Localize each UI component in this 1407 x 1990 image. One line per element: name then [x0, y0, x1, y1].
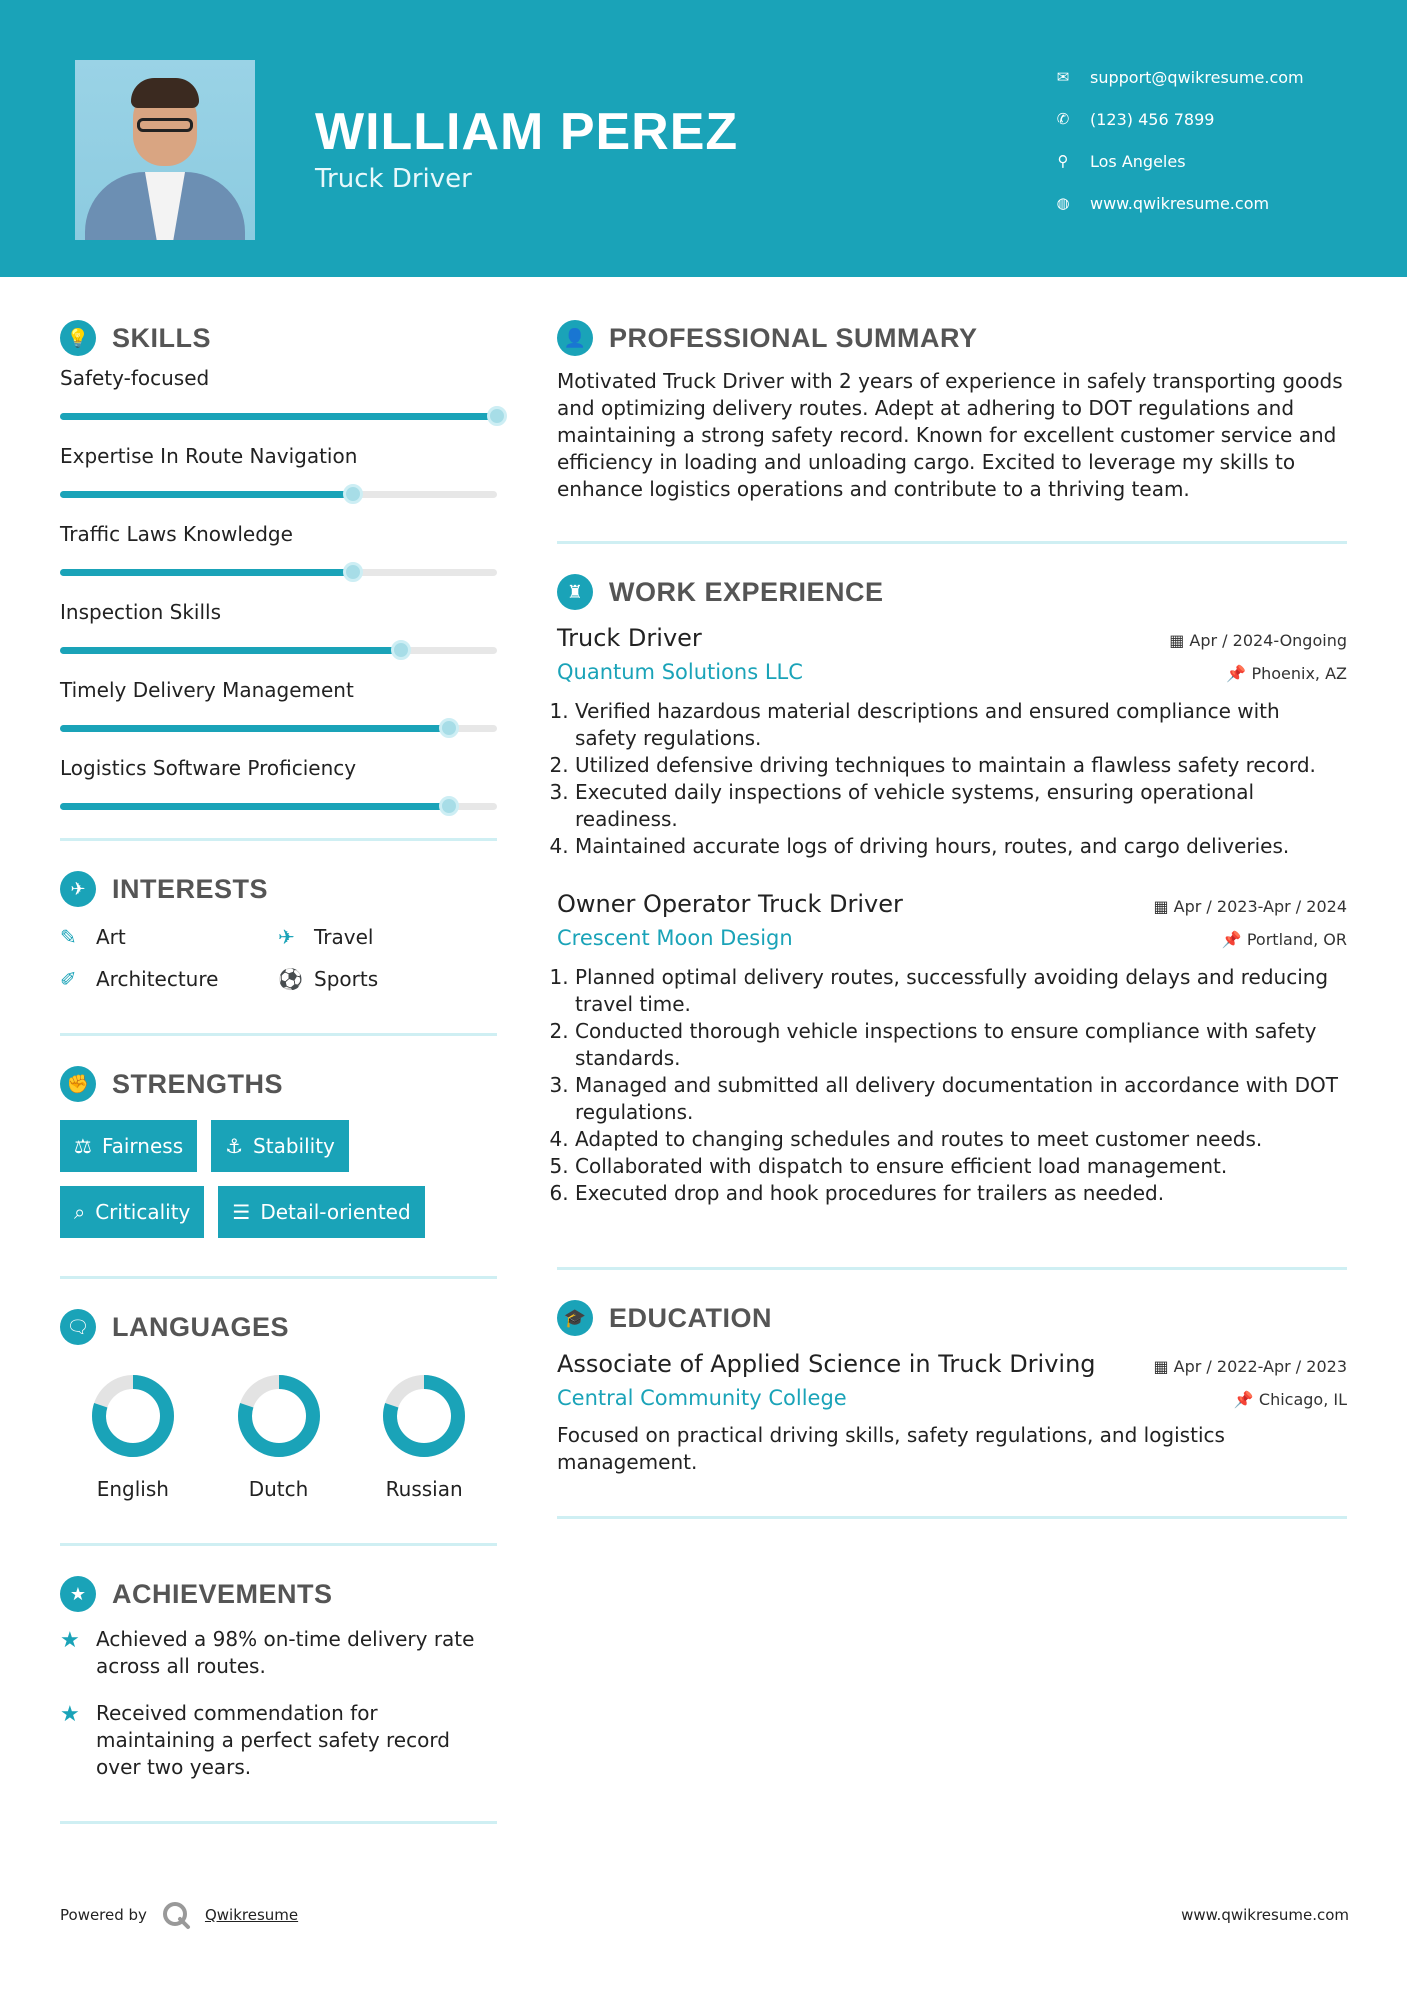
skill-bar-knob [343, 562, 363, 582]
interests-section [60, 871, 497, 991]
list-item: 3. Managed and submitted all delivery documentation in accordance with DOT regulations. [575, 1072, 1347, 1126]
strengths-list [60, 1120, 497, 1238]
skill-bar-fill [60, 647, 401, 654]
list-item: 4. Maintained accurate logs of driving hours, routes, and cargo deliveries. [575, 833, 1347, 860]
job-entry [557, 890, 1347, 1207]
skill-item [60, 444, 497, 504]
lightbulb-icon: 💡 [60, 320, 96, 356]
list-item: 1. Verified hazardous material descriptions and ensured compliance with safety regulations. [575, 698, 1347, 752]
job-bullets [557, 964, 1347, 1207]
interest-item: ✎ Art [60, 925, 126, 949]
skill-label: Inspection Skills [60, 600, 222, 624]
skills-section [60, 320, 497, 816]
interests-heading: INTERESTS [112, 873, 269, 904]
interests-list [60, 925, 497, 991]
job-date: Apr / 2024-Ongoing [1189, 631, 1347, 650]
achievement-item: ★ Received commendation for maintaining a perfect safety record over two years. [60, 1701, 450, 1779]
list-item: 4. Adapted to changing schedules and routes to meet customer needs. [575, 1126, 1347, 1153]
experience-section [557, 574, 1347, 1207]
contact-phone[interactable]: ✆ (123) 456 7899 [1054, 98, 1384, 140]
skill-bar-fill [60, 803, 449, 810]
right-column [557, 320, 1347, 1519]
phone-icon: ✆ [1056, 110, 1070, 128]
skill-bar [60, 484, 497, 504]
language-donut [381, 1373, 467, 1459]
strengths-heading: STRENGTHS [112, 1068, 284, 1099]
skill-bar-fill [60, 491, 353, 498]
candidate-name: WILLIAM PEREZ [315, 103, 739, 161]
strength-tag: ⚓ Stability [211, 1120, 349, 1172]
languages-section [60, 1309, 497, 1501]
language-donut [236, 1373, 322, 1459]
job-bullets [557, 698, 1347, 860]
language-item [206, 1373, 352, 1501]
skill-label: Expertise In Route Navigation [60, 444, 358, 468]
skill-bar-fill [60, 725, 449, 732]
list-item: 5. Collaborated with dispatch to ensure efficient load management. [575, 1153, 1347, 1180]
list-item: 1. Planned optimal delivery routes, successfully avoiding delays and reducing travel time. [575, 964, 1347, 1018]
skills-heading: SKILLS [112, 322, 212, 353]
languages-list [60, 1373, 497, 1501]
divider [557, 1516, 1347, 1519]
skill-label: Traffic Laws Knowledge [60, 522, 293, 546]
left-column [60, 320, 497, 1824]
divider [60, 838, 497, 841]
calendar-icon: ▦ [1153, 1357, 1174, 1376]
calendar-icon: ▦ [1153, 897, 1174, 916]
globe-icon: ◍ [1056, 194, 1070, 212]
divider [60, 1276, 497, 1279]
fist-icon: ✊ [60, 1066, 96, 1102]
skill-label: Timely Delivery Management [60, 678, 354, 702]
summary-heading: PROFESSIONAL SUMMARY [609, 322, 978, 353]
contact-info [1054, 56, 1384, 224]
graduate-icon: 🎓 [557, 1300, 593, 1336]
skill-item [60, 600, 497, 660]
job-title: Owner Operator Truck Driver [557, 890, 903, 918]
divider [60, 1543, 497, 1546]
skill-label: Safety-focused [60, 366, 210, 390]
candidate-title: Truck Driver [315, 164, 472, 194]
education-location: Chicago, IL [1258, 1390, 1347, 1409]
skill-bar-knob [439, 718, 459, 738]
skill-bar [60, 406, 497, 426]
ruler-icon: ✐ [60, 967, 77, 991]
strengths-section [60, 1066, 497, 1238]
skill-item [60, 522, 497, 582]
company-name: Quantum Solutions LLC [557, 660, 803, 684]
language-label: Russian [385, 1477, 463, 1501]
shooting-star-icon: ★ [60, 1628, 80, 1653]
profile-photo [75, 60, 255, 240]
qwikresume-logo-icon [161, 1900, 191, 1930]
divider [60, 1821, 497, 1824]
achievement-item: ★ Achieved a 98% on-time delivery rate across all routes. [60, 1627, 475, 1678]
education-description: Focused on practical driving skills, safety regulations, and logistics management. [557, 1423, 1225, 1474]
education-heading: EDUCATION [609, 1302, 772, 1333]
divider [557, 1267, 1347, 1270]
skill-bar [60, 718, 497, 738]
skill-bar [60, 562, 497, 582]
contact-website[interactable]: ◍ www.qwikresume.com [1054, 182, 1384, 224]
language-donut [90, 1373, 176, 1459]
skill-bar [60, 640, 497, 660]
skill-bar-fill [60, 413, 497, 420]
resume-header [0, 0, 1407, 277]
paintbrush-icon: ✎ [60, 925, 77, 949]
footer-powered-by: Powered by Qwikresume [60, 1900, 298, 1930]
job-location: Phoenix, AZ [1251, 664, 1347, 683]
divider [557, 541, 1347, 544]
footer-website[interactable]: www.qwikresume.com [1181, 1906, 1349, 1924]
summary-section [557, 320, 1347, 503]
company-name: Crescent Moon Design [557, 926, 793, 950]
skill-bar-knob [343, 484, 363, 504]
interest-item: ⚽ Sports [278, 967, 379, 991]
strength-tag: ☰ Detail-oriented [218, 1186, 424, 1238]
map-pin-icon: ⚲ [1057, 152, 1069, 170]
language-label: Dutch [248, 1477, 309, 1501]
summary-text: Motivated Truck Driver with 2 years of experience in safely transporting goods and optimizing delivery routes. Adept at adhering to DOT regulations and maintaining a strong safety record. Known for excellent customer service and efficiency in loading and unloading cargo. Excited to leverage my skills to enhance logistics operations and contribute to a thriving team. [557, 369, 1343, 501]
achievements-section [60, 1576, 497, 1781]
strength-tag: ⚖ Fairness [60, 1120, 197, 1172]
list-item: 6. Executed drop and hook procedures for trailers as needed. [575, 1180, 1347, 1207]
languages-heading: LANGUAGES [112, 1311, 290, 1342]
star-badge-icon: ★ [60, 1576, 96, 1612]
contact-location: ⚲ Los Angeles [1054, 140, 1384, 182]
skill-item [60, 366, 497, 426]
plane-icon: ✈ [278, 925, 295, 949]
pin-icon: 📌 [1226, 664, 1252, 683]
chair-icon: ♜ [557, 574, 593, 610]
skill-bar-knob [391, 640, 411, 660]
skill-bar [60, 796, 497, 816]
calendar-icon: ▦ [1169, 631, 1190, 650]
job-entry [557, 624, 1347, 860]
language-icon: 🗨 [60, 1309, 96, 1345]
interest-item: ✈ Travel [278, 925, 374, 949]
education-date: Apr / 2022-Apr / 2023 [1173, 1357, 1347, 1376]
achievements-heading: ACHIEVEMENTS [112, 1578, 333, 1609]
language-item [60, 1373, 206, 1501]
skill-item [60, 678, 497, 738]
soccer-ball-icon: ⚽ [278, 967, 303, 991]
list-item: 2. Utilized defensive driving techniques to maintain a flawless safety record. [575, 752, 1347, 779]
list-icon: ☰ [232, 1200, 251, 1224]
education-section [557, 1300, 1347, 1476]
skill-bar-knob [487, 406, 507, 426]
school-name: Central Community College [557, 1386, 847, 1410]
list-item: 3. Executed daily inspections of vehicle systems, ensuring operational readiness. [575, 779, 1347, 833]
job-title: Truck Driver [557, 624, 702, 652]
job-location: Portland, OR [1246, 930, 1347, 949]
pin-icon: 📌 [1233, 1390, 1259, 1409]
skill-bar-knob [439, 796, 459, 816]
interest-item: ✐ Architecture [60, 967, 219, 991]
user-icon: 👤 [557, 320, 593, 356]
anchor-icon: ⚓ [225, 1134, 244, 1158]
qwikresume-link[interactable]: Qwikresume [204, 1906, 299, 1924]
degree-title: Associate of Applied Science in Truck Driving [557, 1350, 1096, 1378]
language-label: English [96, 1477, 169, 1501]
strength-tag: ⌕ Criticality [60, 1186, 204, 1238]
education-entry [557, 1350, 1347, 1476]
job-date: Apr / 2023-Apr / 2024 [1173, 897, 1347, 916]
contact-email[interactable]: ✉ support@qwikresume.com [1054, 56, 1384, 98]
scale-icon: ⚖ [74, 1134, 92, 1158]
pin-icon: 📌 [1221, 930, 1247, 949]
magnifier-icon: ⌕ [74, 1200, 86, 1224]
paper-plane-icon: ✈ [60, 871, 96, 907]
skill-label: Logistics Software Proficiency [60, 756, 357, 780]
divider [60, 1033, 497, 1036]
envelope-icon: ✉ [1056, 68, 1070, 86]
language-item [351, 1373, 497, 1501]
experience-heading: WORK EXPERIENCE [609, 576, 884, 607]
skill-bar-fill [60, 569, 353, 576]
list-item: 2. Conducted thorough vehicle inspections to ensure compliance with safety standards. [575, 1018, 1347, 1072]
skill-item [60, 756, 497, 816]
shooting-star-icon: ★ [60, 1702, 80, 1727]
skills-list [60, 366, 497, 816]
